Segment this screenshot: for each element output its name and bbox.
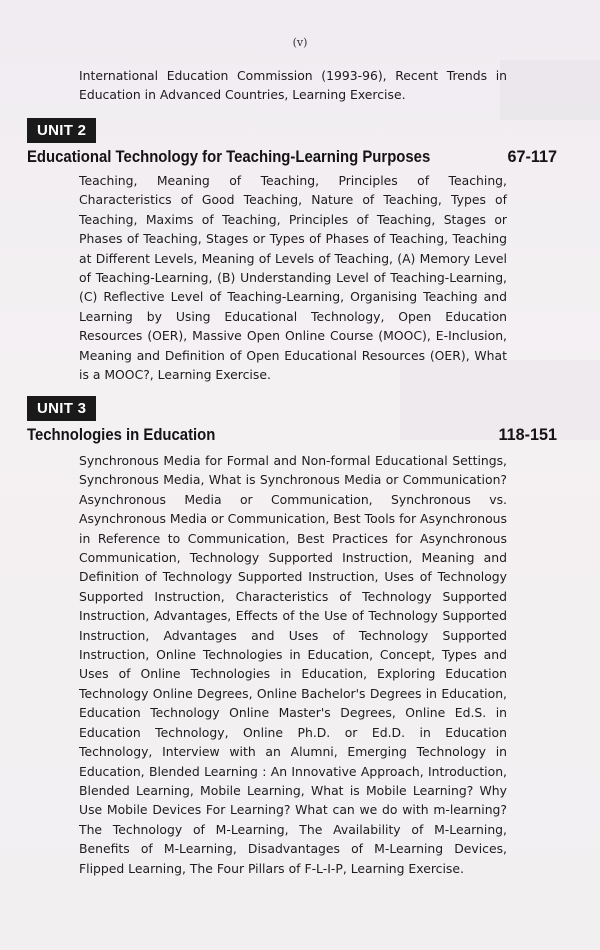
unit-2-contents: Teaching, Meaning of Teaching, Principles of Teaching, Characteristics of Good Teaching, Nature of Teaching, Types of Teaching, Maxims of Teaching, Principles of Teaching, Stages or Phases of Teaching, Stages or Types of Phases of Teaching, Teaching at Different Levels, Meaning of Levels of Teaching, (A) Memory Level of Teaching-Learning, (B) Understanding Level of Teaching-Learning, (C) Reflective Level of Teaching-Learning, Organising Teaching and Learning by Using Educational Technology, Open Education Resources (OER), Massive Open Online Course (MOOC), E-Inclusion, Meaning and Definition of Open Educational Resources (OER), What is a MOOC?, Learning Exercise.	[79, 173, 507, 383]
unit-3-title: Technologies in Education	[27, 426, 216, 444]
unit-2-badge: UNIT 2	[27, 118, 96, 143]
unit-3-heading	[27, 424, 557, 446]
unit-3-pages: 118-151	[498, 426, 557, 444]
unit-2-pages: 67-117	[507, 148, 557, 166]
page-number: (v)	[292, 36, 308, 49]
unit-2-title: Educational Technology for Teaching-Learning Purposes	[27, 148, 431, 166]
unit-3-badge: UNIT 3	[27, 396, 96, 421]
unit-2-heading	[27, 146, 557, 168]
intro-paragraph: International Education Commission (1993-96), Recent Trends in Education in Advanced Countries, Learning Exercise.	[79, 68, 507, 103]
unit-3-contents: Synchronous Media for Formal and Non-formal Educational Settings, Synchronous Media, What is Synchronous Media or Communication? Asynchronous Media or Communication, Synchronous vs. Asynchronous Media or Communication, Best Tools for Asynchronous in Reference to Communication, Best Practices for Asynchronous Communication, Technology Supported Instruction, Meaning and Definition of Technology Supported Instruction, Uses of Technology Supported Instruction, Characteristics of Technology Supported Instruction, Advantages, Effects of the Use of Technology Supported Instruction, Advantages and Uses of Technology Supported Instruction, Online Technologies in Education, Concept, Types and Uses of Online Technologies in Education, Exploring Education Technology Online Degrees, Online Bachelor's Degrees in Education, Education Technology Online Master's Degrees, Online Ed.S. in Education Technology, Online Ph.D. or Ed.D. in Education Technology, Interview with an Alumni, Emerging Technology in Education, Blended Learning : An Innovative Approach, Introduction, Blended Learning, Mobile Learning, What is Mobile Learning? Why Use Mobile Devices For Learning? What can we do with m-learning? The Technology of M-Learning, The Availability of M-Learning, Benefits of M-Learning, Disadvantages of M-Learning Devices, Flipped Learning, The Four Pillars of F-L-I-P, Learning Exercise.	[79, 453, 507, 876]
